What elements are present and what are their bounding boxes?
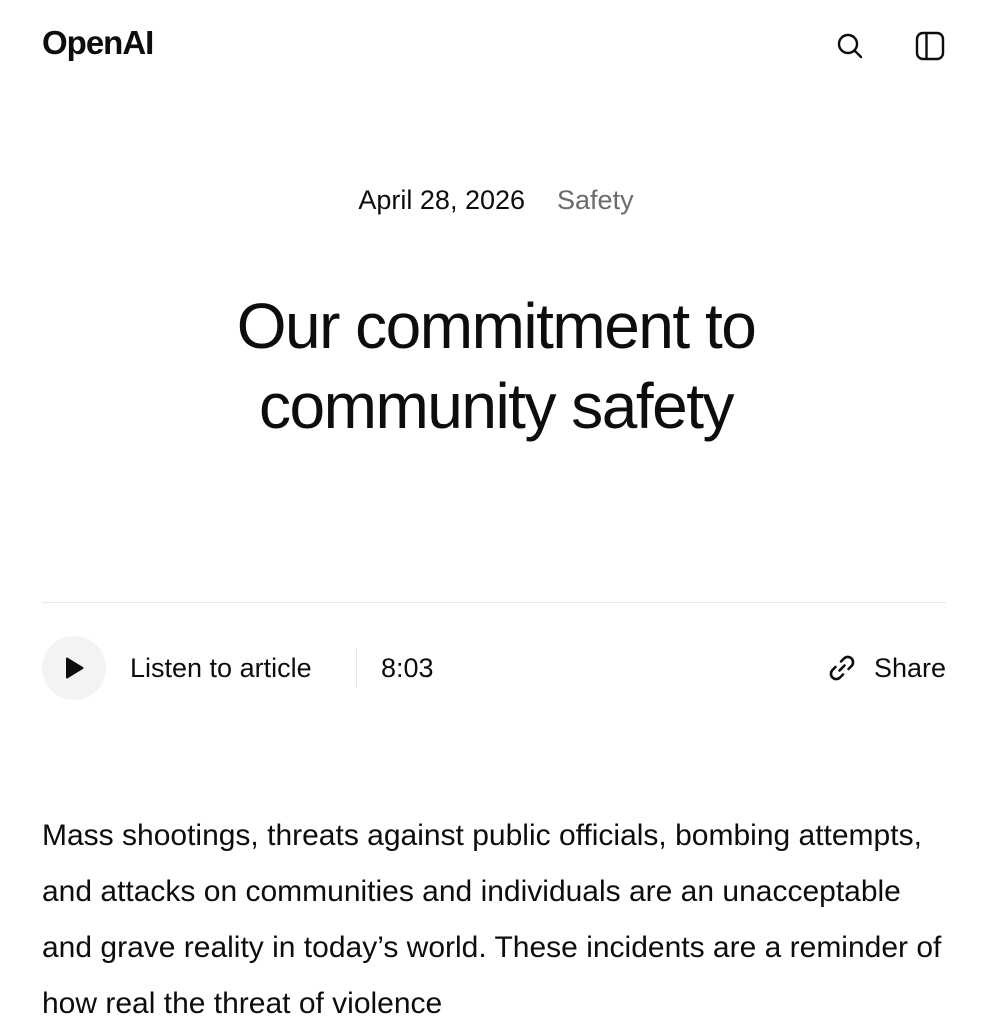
separator: [356, 648, 357, 688]
category-link[interactable]: Safety: [557, 185, 634, 215]
openai-logo[interactable]: OpenAI: [42, 24, 154, 61]
audio-duration: 8:03: [381, 653, 434, 683]
share-label: Share: [873, 653, 946, 683]
search-button[interactable]: [830, 26, 870, 66]
search-icon: [835, 31, 865, 61]
top-navigation: [0, 0, 992, 92]
share-button[interactable]: [826, 648, 946, 688]
title-line-1: Our commitment to: [236, 290, 756, 362]
listen-to-article-label[interactable]: Listen to article: [130, 653, 312, 683]
title-line-2: community safety: [259, 370, 733, 442]
audio-player-bar: [42, 634, 946, 702]
sidebar-toggle-button[interactable]: [910, 26, 950, 66]
play-button[interactable]: [42, 636, 106, 700]
divider: [42, 602, 946, 603]
article-title: [96, 286, 896, 446]
article-meta: [0, 180, 992, 220]
sidebar-toggle-icon: [914, 30, 946, 62]
publish-date: April 28, 2026: [358, 185, 526, 215]
play-icon: [63, 656, 85, 680]
link-icon: [826, 652, 858, 684]
article-body-paragraph: Mass shootings, threats against public officials, bombing attempts, and attacks on communities and individuals are an unacceptable and grave reality in today’s world. These incidents are a reminder of how real the threat of violence: [42, 819, 942, 1020]
